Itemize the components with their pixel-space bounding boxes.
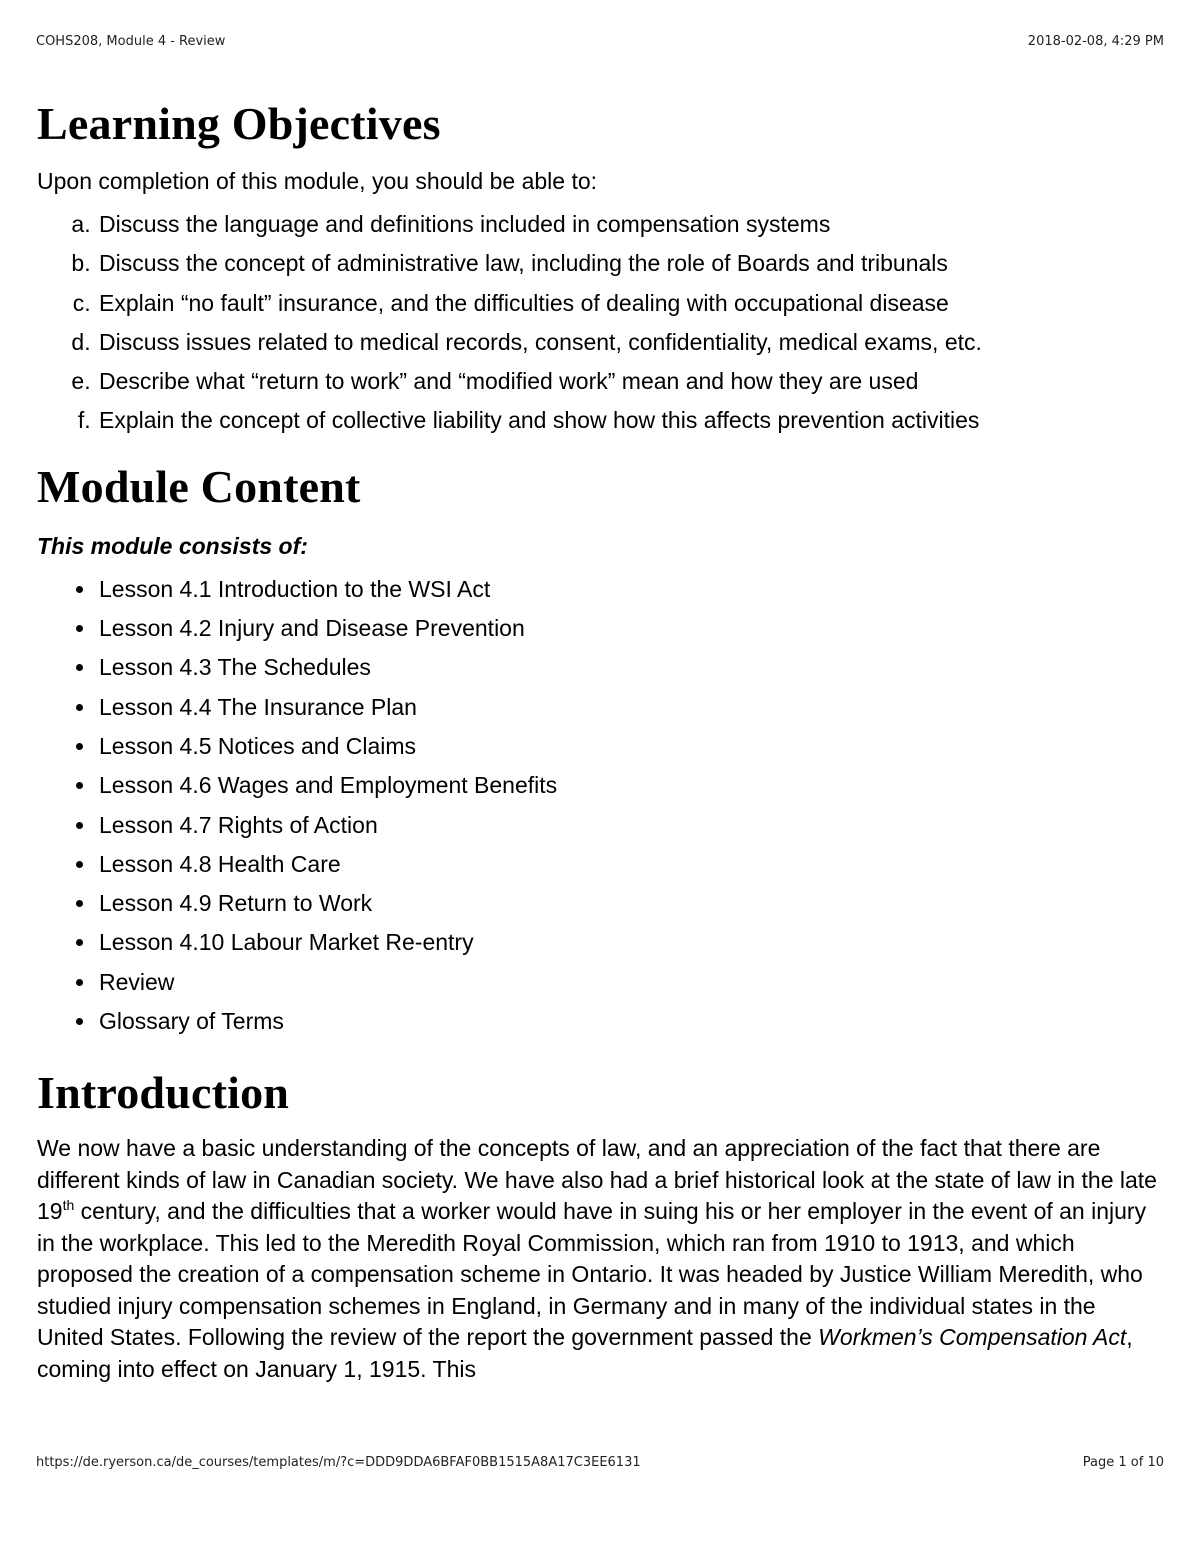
intro-text-part-2: century, and the difficulties that a worker would have in suing his or her employer in the event of an injury in the workplace. This led to the Meredith Royal Commission, which ran from 1910 to 1913, and which proposed the creation of a compensation scheme in Ontario. It was headed by Justice William Meredith, who studied injury compensation schemes in England, in Germany and in many of the individual states in the United States. Following the review of the report the government passed the [37,1198,1147,1351]
lessons-list [37,570,1167,1042]
introduction-paragraph [37,1133,1167,1385]
lesson-item: • Lesson 4.7 Rights of Action [97,806,1167,845]
page-url: https://de.ryerson.ca/de_courses/templates/m/?c=DDD9DDA6BFAF0BB1515A8A17C3EE6131 [36,1455,641,1470]
lesson-item: • Lesson 4.10 Labour Market Re-entry [97,923,1167,962]
lesson-item: • Glossary of Terms [97,1002,1167,1041]
module-content-lead: This module consists of: [37,532,308,559]
objective-item: a. Discuss the language and definitions included in compensation systems [97,205,1167,244]
learning-objectives-heading: Learning Objectives [37,98,441,149]
lesson-item: • Lesson 4.6 Wages and Employment Benefits [97,766,1167,805]
objective-item: d. Discuss issues related to medical records, consent, confidentiality, medical exams, etc. [97,323,1167,362]
objective-item: e. Describe what “return to work” and “modified work” mean and how they are used [97,362,1167,401]
document-title: COHS208, Module 4 - Review [36,34,226,49]
lesson-item: • Lesson 4.9 Return to Work [97,884,1167,923]
objectives-list [37,205,1167,441]
page-content [37,96,1167,1385]
lesson-item: • Lesson 4.8 Health Care [97,845,1167,884]
module-content-heading: Module Content [37,460,361,512]
objective-item: f. Explain the concept of collective liability and show how this affects prevention activities [97,401,1167,440]
introduction-heading: Introduction [37,1067,290,1119]
print-header [36,34,1164,49]
lesson-item: • Lesson 4.1 Introduction to the WSI Act [97,570,1167,609]
page-number: Page 1 of 10 [1082,1455,1164,1470]
lesson-item: • Review [97,963,1167,1002]
intro-text-part-1: We now have a basic understanding of the concepts of law, and an appreciation of the fact that there are different kinds of law in Canadian society. We have also had a brief historical look at the state of law in the late 19 [37,1135,1157,1225]
lesson-item: • Lesson 4.2 Injury and Disease Prevention [97,609,1167,648]
lesson-item: • Lesson 4.5 Notices and Claims [97,727,1167,766]
objective-item: b. Discuss the concept of administrative law, including the role of Boards and tribunals [97,244,1167,283]
objectives-lead: Upon completion of this module, you should be able to: [37,168,598,194]
print-footer [36,1455,1164,1470]
intro-text-part-3: , coming into effect on January 1, 1915. This [37,1324,1133,1382]
objective-item: c. Explain “no fault” insurance, and the difficulties of dealing with occupational disease [97,284,1167,323]
lesson-item: • Lesson 4.4 The Insurance Plan [97,688,1167,727]
act-name: Workmen’s Compensation Act [818,1324,1127,1351]
lesson-item: • Lesson 4.3 The Schedules [97,648,1167,687]
ordinal-superscript: th [62,1197,75,1214]
print-datetime: 2018-02-08, 4:29 PM [1027,34,1164,49]
